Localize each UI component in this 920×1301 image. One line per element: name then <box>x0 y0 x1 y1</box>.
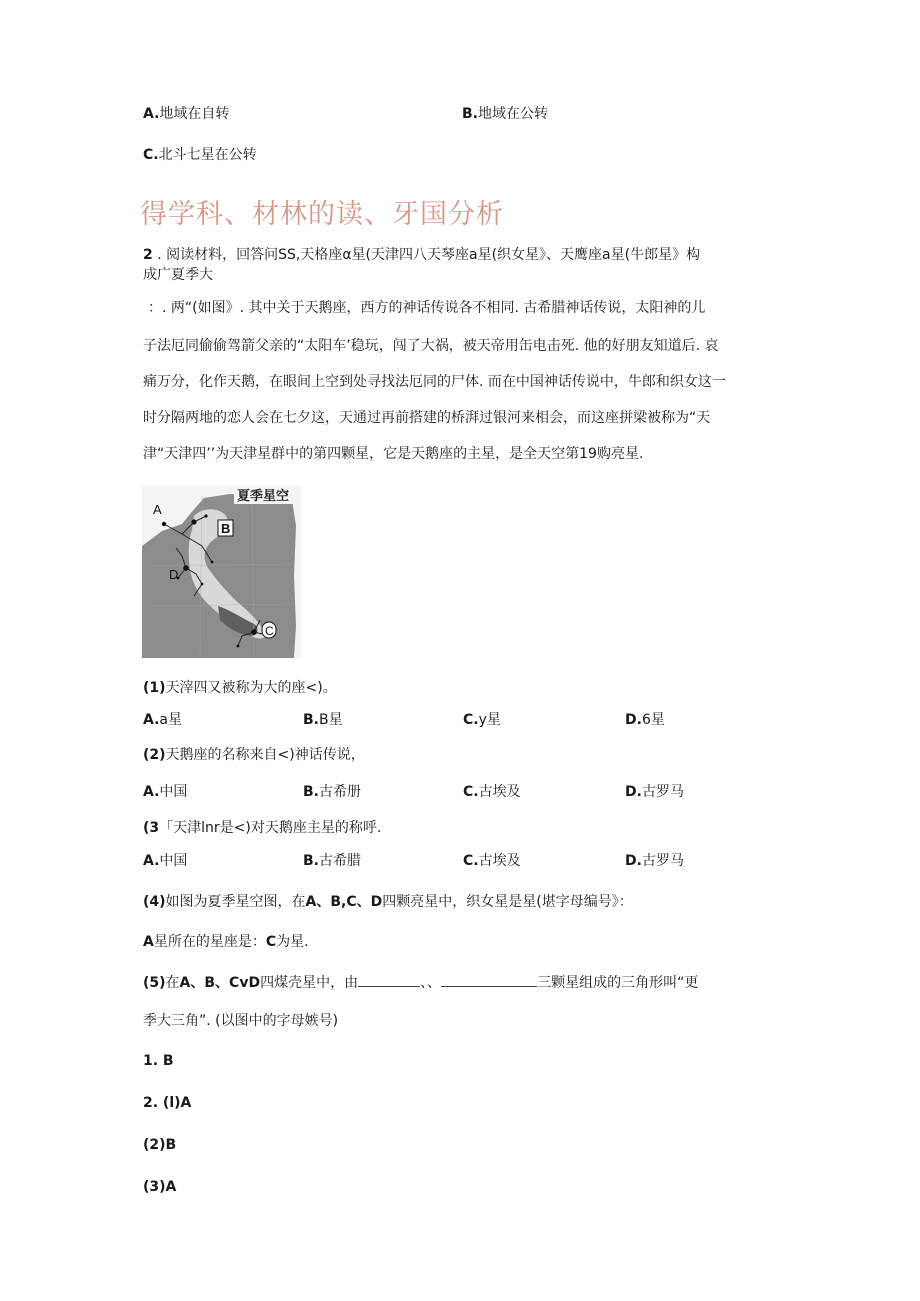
sub3-option-a: A.中国 <box>143 853 188 869</box>
sub1-question: (1)天滓四又被称为大的座<)。 <box>143 680 337 696</box>
sub3-option-b: B.古希腊 <box>303 853 361 869</box>
q2-intro-line1: 2 . 阅读材料，回答问SS,天格座α星(天津四八天琴座a星(织女星》、天鹰座a星(牛郎星》构 <box>143 247 701 263</box>
answer-2-3: (3)A <box>143 1179 177 1195</box>
sub5-line2: 季大三角”. (以图中的字母嫉号) <box>143 1013 339 1029</box>
map-title: 夏季星空 <box>237 489 290 504</box>
option-a: A.地域在自转 <box>143 106 230 122</box>
sub2-question: (2)天鹅座的名称来自<)神话传说， <box>143 747 365 763</box>
sub3-option-d: D.古罗马 <box>625 853 684 869</box>
answer-1: 1. B <box>143 1053 174 1069</box>
answer-blank-2[interactable] <box>441 986 537 987</box>
sub3-option-c: C.古埃及 <box>463 853 521 869</box>
summer-sky-map <box>142 486 302 658</box>
sub3-question: (3「天津lnr是<)对天鹅座主星的称呼. <box>143 820 382 836</box>
q2-line3: ：. 两“(如图》. 其中关于天鹅座，西方的神话传说各不相同. 古希腊神话传说，太阳神的儿 <box>148 300 706 316</box>
q2-intro-line2: 成广夏季大 <box>143 267 213 283</box>
sub1-option-a: A.a星 <box>143 712 183 728</box>
map-label-d: D <box>169 567 179 582</box>
answer-2-1: 2. (l)A <box>143 1095 192 1111</box>
sub5-question: (5)在A、B、CvD四煤壳星中，由 、、 三颗星组成的三角形叫“更 <box>143 975 699 991</box>
q2-line4: 子法厄同偷偷驾箭父亲的“太阳车’稳玩，闯了大祸，被天帝用缶电击死. 他的好朋友知道后. 哀 <box>143 338 719 354</box>
map-label-c: C <box>265 624 274 638</box>
option-c: C.北斗七星在公转 <box>143 147 257 163</box>
sub2-option-c: C.古埃及 <box>463 784 521 800</box>
option-b: B.地域在公转 <box>462 106 548 122</box>
map-label-a: A <box>153 502 162 517</box>
sub2-option-d: D.古罗马 <box>625 784 684 800</box>
answer-2-2: (2)B <box>143 1137 177 1153</box>
map-label-b: B <box>221 521 231 536</box>
sub2-option-b: B.古希册 <box>303 784 361 800</box>
q2-line6: 时分隔两地的恋人会在七夕这，天通过再前搭建的桥湃过银河来相会，而这座拼梁被称为“天 <box>143 410 711 426</box>
section-heading: 得学科、材林的读、牙国分析 <box>140 199 504 230</box>
sub1-option-c: C.y星 <box>463 712 501 728</box>
sub2-option-a: A.中国 <box>143 784 188 800</box>
sub1-option-b: B.B星 <box>303 712 343 728</box>
q2-line7: 津“天津四’’为天津星群中的第四颗星，它是天鹅座的主星，是全天空第19购亮星. <box>143 446 644 462</box>
sub1-option-d: D.6星 <box>625 712 665 728</box>
sub4-question: (4)如图为夏季星空图，在A、B,C、D四颗亮星中，织女星是星(堪字母编号》： <box>143 894 633 910</box>
sub4-line2: A星所在的星座是：C为星. <box>143 934 309 950</box>
q2-line5: 痛万分，化作天鹅，在眼间上空到处寻找法厄同的尸体. 而在中国神话传说中，牛郎和织女这一 <box>143 374 726 390</box>
answer-blank-1[interactable] <box>358 986 420 987</box>
